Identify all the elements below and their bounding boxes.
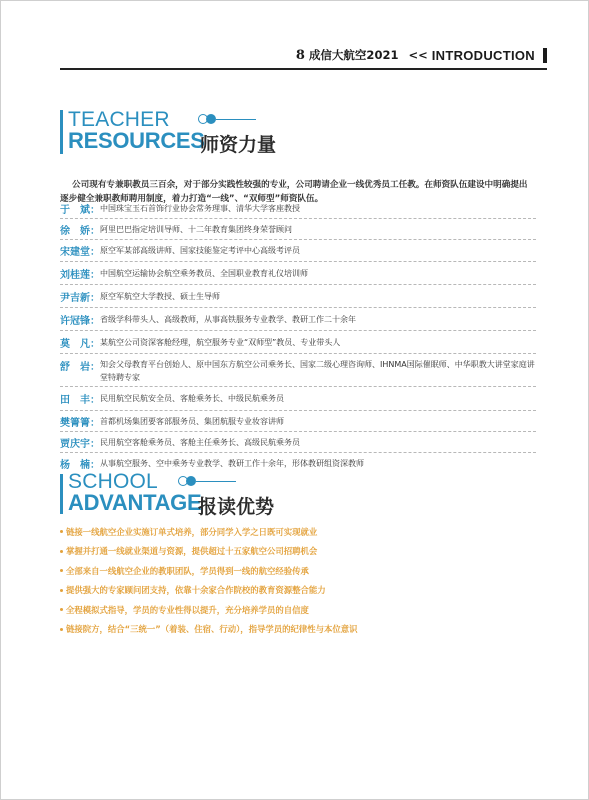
heading-accent-bar bbox=[60, 474, 63, 514]
teacher-row bbox=[60, 387, 536, 411]
heading-decoration bbox=[178, 476, 236, 486]
teacher-name: 田 丰： bbox=[60, 395, 100, 406]
teacher-intro: 公司现有专兼职教员三百余，对于部分实践性较强的专业，公司聘请企业一线优秀员工任教。在师资队伍建设中明确提出逐步健全兼职教师聘用制度，着力打造“一线”、“双师型”师资队伍。 bbox=[60, 180, 528, 204]
teacher-desc: 中国航空运输协会航空乘务教员、全国职业教育礼仪培训师 bbox=[100, 268, 308, 278]
teacher-desc: 中国珠宝玉石首饰行业协会常务理事、清华大学客座教授 bbox=[100, 203, 300, 213]
advantage-text: 掌握并打通一线就业渠道与资源，提供超过十五家航空公司招聘机会 bbox=[66, 546, 318, 557]
list-item bbox=[60, 561, 540, 581]
teacher-desc: 首都机场集团要客部服务员、集团航服专业妆容讲师 bbox=[100, 416, 284, 426]
list-item bbox=[60, 620, 540, 640]
decoration-line bbox=[216, 119, 256, 120]
teacher-desc: 知会父母教育平台创始人、原中国东方航空公司乘务长、国家二级心理咨询师、IHNMA国际催眠师、中华职教大讲堂家庭讲堂特聘专家 bbox=[100, 360, 535, 382]
teacher-desc: 省级学科带头人、高级教师，从事高铁服务专业教学、教研工作二十余年 bbox=[100, 314, 356, 324]
teacher-row bbox=[60, 198, 536, 219]
teacher-desc: 从事航空服务、空中乘务专业教学、教研工作十余年，形体教研组资深教师 bbox=[100, 458, 364, 468]
bullet-icon bbox=[60, 569, 63, 572]
teacher-desc: 某航空公司资深客舱经理，航空服务专业“双师型”教员、专业带头人 bbox=[100, 337, 341, 347]
heading-cn: 报读优势 bbox=[198, 496, 275, 518]
bullet-icon bbox=[60, 608, 63, 611]
advantage-list bbox=[60, 522, 540, 639]
filled-dot-icon bbox=[186, 476, 196, 486]
list-item bbox=[60, 522, 540, 542]
teacher-desc: 阿里巴巴指定培训导师、十二年教育集团终身荣誉顾问 bbox=[100, 224, 292, 234]
teacher-name: 尹吉新： bbox=[60, 292, 100, 304]
teacher-row bbox=[60, 432, 536, 453]
bullet-icon bbox=[60, 589, 63, 592]
teacher-row bbox=[60, 308, 536, 331]
teacher-name: 刘桂莲： bbox=[60, 269, 100, 281]
advantage-text: 提供强大的专家顾问团支持，依靠十余家合作院校的教育资源整合能力 bbox=[66, 585, 326, 596]
arrows-glyph: << bbox=[408, 48, 428, 62]
teacher-row bbox=[60, 285, 536, 308]
teacher-name: 宋建堂： bbox=[60, 247, 100, 258]
advantage-text: 全部来自一线航空企业的教职团队，学员得到一线的航空经验传承 bbox=[66, 565, 309, 576]
teacher-desc: 原空军某部高级讲师、国家技能鉴定考评中心高级考评员 bbox=[100, 246, 300, 255]
teacher-row bbox=[60, 219, 536, 240]
bullet-icon bbox=[60, 530, 63, 533]
brand-label: 成信大航空2021 bbox=[308, 48, 399, 62]
teacher-list bbox=[60, 198, 536, 473]
advantage-text: 全程模拟式指导，学员的专业性得以提升，充分培养学员的自信度 bbox=[66, 604, 309, 615]
advantage-text: 链接院方，结合“三统一”（着装、住宿、行动），指导学员的纪律性与本位意识 bbox=[66, 624, 358, 635]
header-bar bbox=[543, 48, 547, 63]
teacher-name: 杨 楠： bbox=[60, 459, 100, 471]
heading-en-line2: RESOURCES bbox=[68, 128, 205, 153]
bullet-icon bbox=[60, 550, 63, 553]
header-rule bbox=[60, 68, 547, 70]
heading-en-line1: SCHOOL bbox=[68, 470, 158, 493]
teacher-row bbox=[60, 240, 536, 262]
teacher-name: 许冠锋： bbox=[60, 315, 100, 327]
header-title: INTRODUCTION bbox=[431, 47, 535, 63]
teacher-name: 于 斌： bbox=[60, 204, 100, 216]
list-item bbox=[60, 600, 540, 620]
teacher-row bbox=[60, 411, 536, 432]
filled-dot-icon bbox=[206, 114, 216, 124]
list-item bbox=[60, 581, 540, 601]
teacher-name: 舒 岩： bbox=[60, 362, 100, 373]
heading-accent-bar bbox=[60, 110, 63, 154]
bullet-icon bbox=[60, 628, 63, 631]
page-header bbox=[296, 46, 547, 64]
teacher-row bbox=[60, 331, 536, 354]
teacher-desc: 民用航空民航安全员、客舱乘务长、中级民航乘务员 bbox=[100, 394, 284, 403]
teacher-name: 樊箐箐： bbox=[60, 417, 100, 429]
list-item bbox=[60, 542, 540, 562]
teacher-name: 莫 凡： bbox=[60, 338, 100, 350]
heading-decoration bbox=[198, 114, 256, 124]
teacher-desc: 原空军航空大学教授、硕士生导师 bbox=[100, 291, 220, 301]
page-number: 8 bbox=[295, 47, 305, 63]
teacher-name: 徐 娇： bbox=[60, 225, 100, 237]
teacher-row bbox=[60, 354, 536, 387]
teacher-desc: 民用航空客舱乘务员、客舱主任乘务长、高级民航乘务员 bbox=[100, 437, 300, 447]
heading-en-line2: ADVANTAGE bbox=[68, 490, 202, 515]
heading-cn: 师资力量 bbox=[200, 134, 277, 156]
teacher-row bbox=[60, 262, 536, 285]
decoration-line bbox=[196, 481, 236, 482]
heading-en-line1: TEACHER bbox=[68, 108, 170, 131]
advantage-text: 链接一线航空企业实施订单式培养，部分同学入学之日既可实现就业 bbox=[66, 526, 318, 537]
teacher-name: 贾庆宇： bbox=[60, 438, 100, 450]
